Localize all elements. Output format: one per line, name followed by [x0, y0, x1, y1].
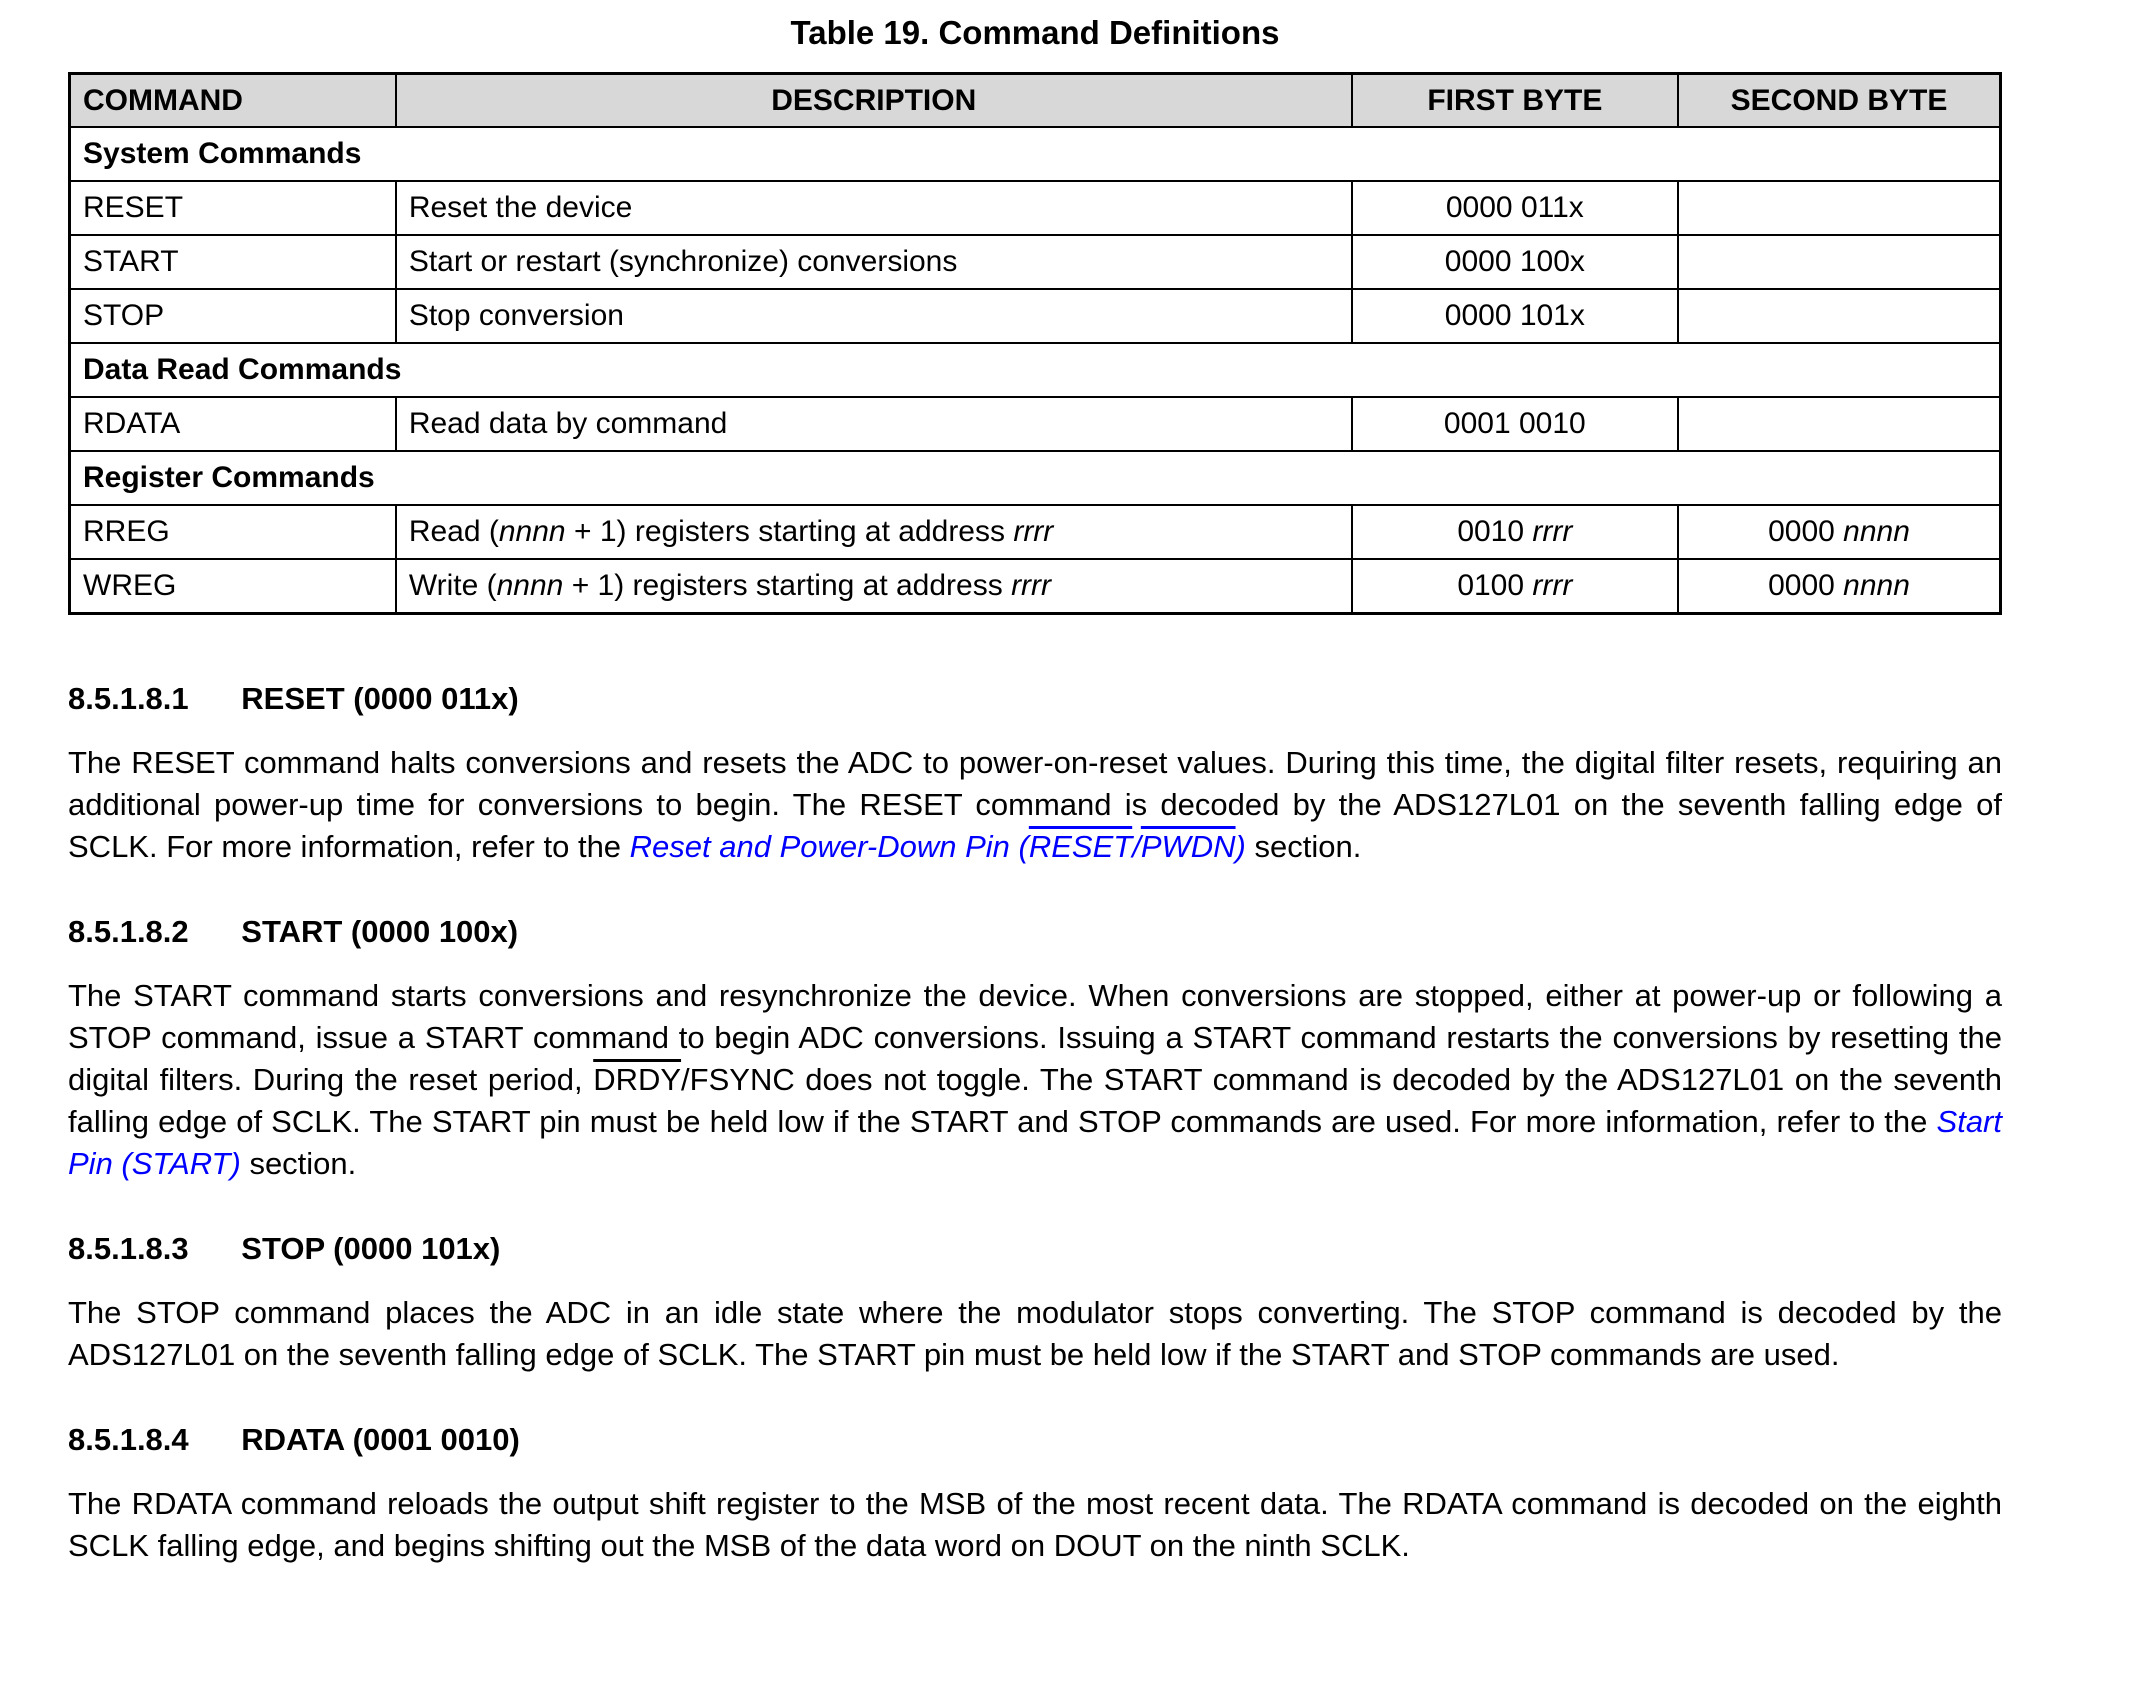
section-reset: [68, 681, 2002, 868]
text-run: nnnn: [498, 515, 566, 548]
text-run: /FSYNC does not toggle. The START command is decoded by the ADS127L01 on the seventh falling edge of SCLK. The START pin must be held low if the START and STOP commands are used. For more information, refer to the: [68, 1062, 2003, 1139]
command-cell: WREG: [70, 559, 396, 614]
description-cell: [396, 235, 1352, 289]
text-run: The RDATA command reloads the output shift register to the MSB of the most recent data. The RDATA command is decoded on the eighth SCLK falling edge, and begins shifting out the MSB of the data word on DOUT on the ninth SCLK.: [68, 1486, 2002, 1563]
description-cell: [396, 559, 1352, 614]
second-byte-cell: [1678, 559, 2001, 614]
col-header-first-byte: FIRST BYTE: [1352, 74, 1678, 128]
table-group-row: [70, 127, 2001, 181]
text-run: nnnn: [1843, 515, 1910, 548]
group-label: Register Commands: [70, 451, 2001, 505]
cross-reference-link[interactable]: /: [1132, 829, 1141, 864]
text-run: nnnn: [1843, 569, 1910, 602]
col-header-description: DESCRIPTION: [396, 74, 1352, 128]
text-run: rrrr: [1532, 515, 1573, 548]
text-run: Start or restart (synchronize) conversions: [408, 245, 958, 278]
text-run: nnnn: [496, 569, 564, 602]
section-number: 8.5.1.8.2: [68, 914, 189, 949]
first-byte-cell: [1352, 559, 1678, 614]
section-heading: [68, 1422, 2002, 1458]
text-run: 0100: [1457, 569, 1533, 602]
command-cell: RDATA: [70, 397, 396, 451]
command-cell: STOP: [70, 289, 396, 343]
text-run: DRDY: [593, 1062, 682, 1097]
text-run: 0010: [1457, 515, 1533, 548]
section-paragraph: [68, 1292, 2002, 1376]
command-cell: RREG: [70, 505, 396, 559]
cross-reference-link[interactable]: RESET: [1028, 829, 1133, 864]
table-group-row: [70, 343, 2001, 397]
section-paragraph: [68, 742, 2002, 868]
command-table-body: [70, 127, 2001, 614]
text-run: Read data by command: [408, 407, 728, 440]
text-run: 0000: [1768, 515, 1844, 548]
second-byte-cell: [1678, 289, 2001, 343]
first-byte-cell: [1352, 181, 1678, 235]
text-run: 0000 011x: [1445, 191, 1584, 224]
col-header-second-byte: SECOND BYTE: [1678, 74, 2001, 128]
cross-reference-link[interactable]: PWDN: [1140, 829, 1236, 864]
text-run: rrrr: [1532, 569, 1573, 602]
command-definitions-table: [68, 72, 2002, 615]
text-run: + 1) registers starting at address: [563, 569, 1012, 602]
section-title: RDATA (0001 0010): [241, 1422, 520, 1457]
description-cell: [396, 289, 1352, 343]
second-byte-cell: [1678, 397, 2001, 451]
text-run: Read (: [408, 515, 499, 548]
text-run: The RESET command halts conversions and resets the ADC to power-on-reset values. During this time, the digital filter resets, requiring an additional power-up time for conversions to begin. The RESET command is decoded by the ADS127L01 on the seventh falling edge of SCLK. For more information, refer to the: [68, 745, 2002, 864]
section-heading: [68, 681, 2002, 717]
text-run: The START command starts conversions and resynchronize the device. When conversions are stopped, either at power-up or following a STOP command, issue a START command to begin ADC conversions. Issuing a START command restarts the conversions by resetting the digital filters. During the reset period,: [68, 978, 2002, 1097]
table-row: [70, 181, 2001, 235]
section-number: 8.5.1.8.4: [68, 1422, 189, 1457]
command-cell: START: [70, 235, 396, 289]
table-header-row: [70, 74, 2001, 128]
section-title: STOP (0000 101x): [241, 1231, 501, 1266]
second-byte-cell: [1678, 181, 2001, 235]
section-paragraph: [68, 975, 2002, 1185]
text-run: Stop conversion: [408, 299, 624, 332]
text-run: Reset the device: [408, 191, 633, 224]
section-heading: [68, 1231, 2002, 1267]
section-number: 8.5.1.8.3: [68, 1231, 189, 1266]
text-run: section.: [240, 1146, 357, 1181]
text-run: The STOP command places the ADC in an idle state where the modulator stops converting. The STOP command is decoded by the ADS127L01 on the seventh falling edge of SCLK. The START pin must be held low if the START and STOP commands are used.: [68, 1295, 2002, 1372]
cross-reference-link[interactable]: Reset and Power-Down Pin (: [629, 829, 1029, 864]
first-byte-cell: [1352, 397, 1678, 451]
text-run: 0000 100x: [1444, 245, 1585, 278]
text-run: rrrr: [1013, 515, 1054, 548]
cross-reference-link[interactable]: ): [1235, 829, 1246, 864]
col-header-command: COMMAND: [70, 74, 396, 128]
text-run: rrrr: [1011, 569, 1052, 602]
command-cell: RESET: [70, 181, 396, 235]
table-row: [70, 559, 2001, 614]
table-row: [70, 289, 2001, 343]
text-run: + 1) registers starting at address: [565, 515, 1014, 548]
group-label: Data Read Commands: [70, 343, 2001, 397]
description-cell: [396, 181, 1352, 235]
first-byte-cell: [1352, 505, 1678, 559]
first-byte-cell: [1352, 289, 1678, 343]
second-byte-cell: [1678, 235, 2001, 289]
section-start: [68, 914, 2002, 1185]
section-stop: [68, 1231, 2002, 1376]
table-row: [70, 505, 2001, 559]
description-cell: [396, 397, 1352, 451]
section-title: START (0000 100x): [241, 914, 519, 949]
second-byte-cell: [1678, 505, 2001, 559]
cross-reference-link[interactable]: Start Pin (START): [68, 1104, 2002, 1181]
first-byte-cell: [1352, 235, 1678, 289]
text-run: 0000 101x: [1444, 299, 1585, 332]
text-run: 0000: [1768, 569, 1844, 602]
table-title: Table 19. Command Definitions: [790, 14, 1280, 51]
section-number: 8.5.1.8.1: [68, 681, 189, 716]
text-run: Write (: [408, 569, 497, 602]
table-row: [70, 235, 2001, 289]
text-run: section.: [1245, 829, 1362, 864]
table-group-row: [70, 451, 2001, 505]
description-cell: [396, 505, 1352, 559]
section-title: RESET (0000 011x): [241, 681, 519, 716]
section-rdata: [68, 1422, 2002, 1567]
section-heading: [68, 914, 2002, 950]
group-label: System Commands: [70, 127, 2001, 181]
table-row: [70, 397, 2001, 451]
text-run: 0001 0010: [1443, 407, 1586, 440]
section-paragraph: [68, 1483, 2002, 1567]
